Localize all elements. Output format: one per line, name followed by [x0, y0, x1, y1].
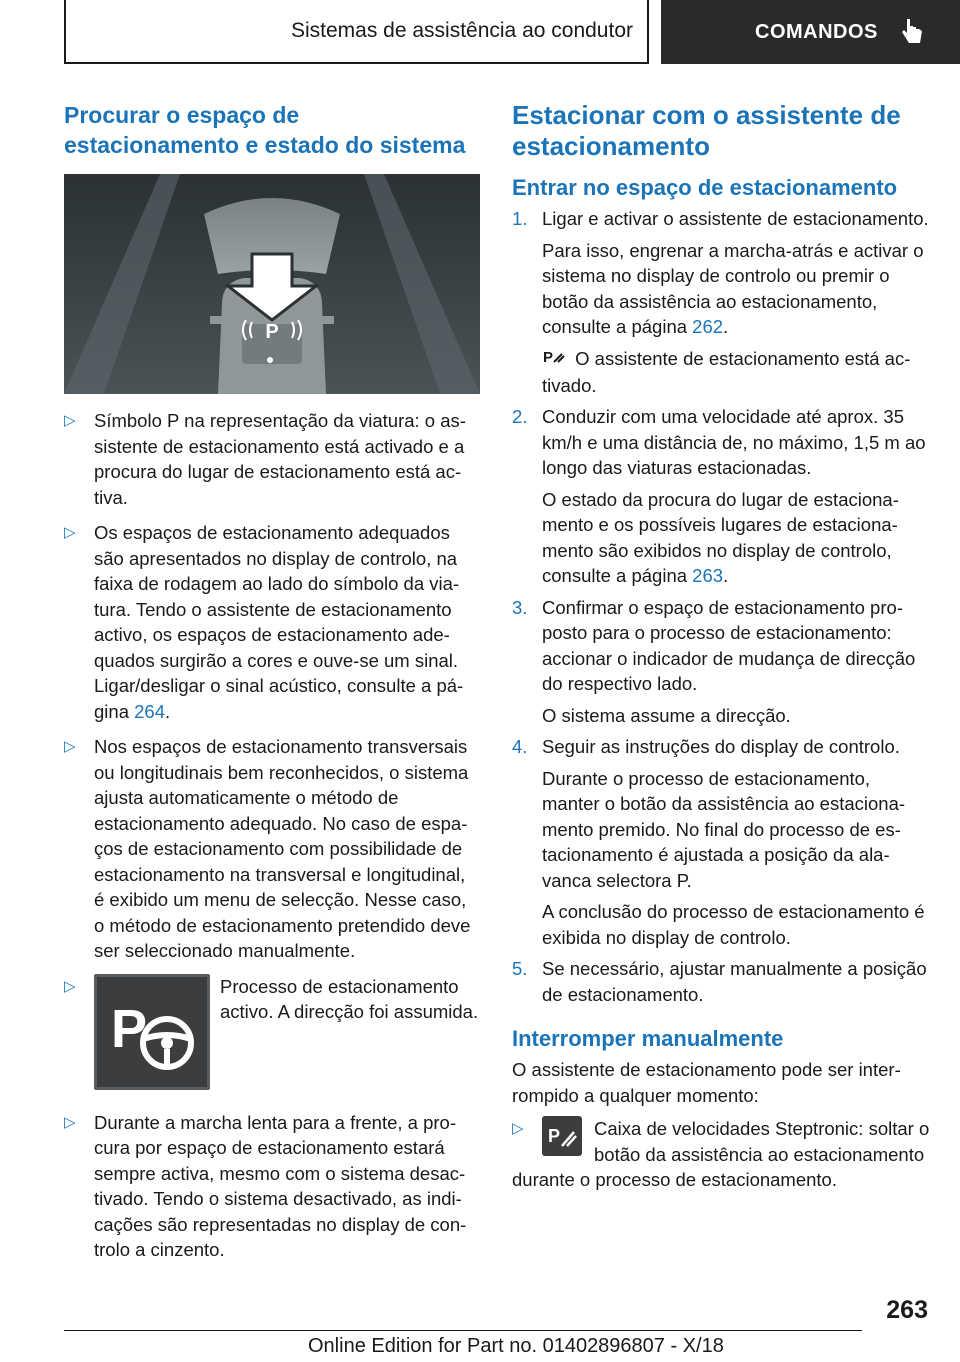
list-item: ▷ Os espaços de estacionamento adequados são apresentados no display de controlo, na faixa de rodagem ao lado do símbolo da viatura. Tendo o assistente de estacionamento activo, os espaços de estacionamento adequados surgirão a cores e ouve-se um sinal. Ligar/desligar o sinal acústico, consulte a página 264. — [64, 522, 464, 722]
list-item: ▷ Símbolo P na representação da viatura: o assistente de estacionamento está activado e a procura do lugar de estacionamento está activa. — [64, 410, 466, 508]
page-link-263[interactable]: 263 — [692, 565, 724, 587]
park-steering-icon — [94, 974, 210, 1090]
left-heading: Procurar o espaço de estacionamento e estado do sistema — [64, 102, 466, 158]
triangle-right-icon: ▷ — [64, 412, 76, 429]
footer-edition: Online Edition for Part no. 01402896807 - X/18 — [308, 1335, 724, 1357]
svg-text:P: P — [548, 1126, 561, 1147]
vehicle-display-illustration — [64, 174, 480, 394]
list-item: 5. Se necessário, ajustar manualmente a posição de estacionamento. — [512, 958, 927, 1005]
list-item: 1. Ligar e activar o assistente de estacionamento. Para isso, engrenar a marcha-atrás e activar o sistema no display de controlo ou premir o botão da assistência ao estacionamento, consulte a página 262. P O assistente de estacionamento está activado. — [512, 208, 929, 396]
triangle-right-icon: ▷ — [64, 524, 76, 541]
svg-text:P: P — [543, 349, 554, 367]
list-item: 4. Seguir as instruções do display de controlo. Durante o processo de estacionamento, manter o botão da assistência ao estacionamento premido. No final do processo de estacionamento é ajustada a posição da alavanca selectora P. A conclusão do processo de estacionamento é exibida no display de controlo. — [512, 736, 925, 948]
left-column — [64, 100, 480, 1260]
footer-divider — [64, 1330, 862, 1331]
park-assist-button-icon — [542, 1116, 582, 1156]
triangle-right-icon: ▷ — [64, 738, 76, 755]
list-item: ▷ P Caixa de velocidades Steptronic: soltar o botão da assistência ao estacionamento durante o processo de estacionamento. — [512, 1118, 930, 1191]
parking-search-figure — [64, 174, 480, 394]
park-assist-icon — [542, 346, 570, 373]
triangle-right-icon: ▷ — [512, 1120, 524, 1138]
header-section-box — [64, 0, 649, 64]
page-link-262[interactable]: 262 — [692, 316, 724, 337]
list-item: 3. Confirmar o espaço de estacionamento proposto para o processo de estacionamento: accionar o indicador de mudança de direcção do respectivo lado. O sistema assume a direcção. — [512, 596, 916, 726]
right-column — [512, 100, 930, 1193]
header-chapter-title: COMANDOS — [755, 20, 878, 43]
right-subheading: Entrar no espaço de estacionamento — [512, 175, 898, 200]
svg-text:P: P — [265, 321, 279, 343]
header-section-title: Sistemas de assistência ao condutor — [290, 19, 633, 42]
header-chapter-box — [661, 0, 960, 64]
list-item: ▷ P Processo de estacionamento activo. A direcção foi assumida. — [64, 974, 480, 1100]
page-link-264[interactable]: 264 — [134, 700, 165, 722]
list-item: 2. Conduzir com uma velocidade até aprox. 35 km/h e uma distância de, no máximo, 1,5 m ao longo das viaturas estacionadas. O estado da procura do lugar de estacionamento e os possíveis lugares de estacionamento são exibidos no display de controlo, consulte a página 263. — [512, 406, 926, 587]
list-item: ▷ Nos espaços de estacionamento transversais ou longitudinais bem reconhecidos, o sistema ajusta automaticamente o método de estacionamento adequado. No caso de espaços de estacionamento com possibilidade de estacionamento na transversal e longitudinal, é exibido um menu de selecção. Nesse caso, o método de estacionamento pretendido deve ser seleccionado manualmente. — [64, 736, 471, 961]
hand-pointer-icon — [900, 17, 924, 47]
list-item: ▷ Durante a marcha lenta para a frente, a procura por espaço de estacionamento estará sempre activa, mesmo com o sistema desactivado. Tendo o sistema desactivado, as indicações são representadas no display de controlo a cinzento. — [64, 1111, 467, 1260]
triangle-right-icon: ▷ — [64, 1113, 76, 1131]
triangle-right-icon: ▷ — [64, 977, 76, 995]
svg-text:P: P — [111, 998, 148, 1059]
page-number: 263 — [886, 1296, 928, 1324]
interrupt-text: O assistente de estacionamento pode ser interrompido a qualquer momento: — [512, 1059, 901, 1106]
interrupt-heading: Interromper manualmente — [512, 1026, 784, 1052]
right-heading: Estacionar com o assistente de estacionamento — [512, 100, 901, 161]
